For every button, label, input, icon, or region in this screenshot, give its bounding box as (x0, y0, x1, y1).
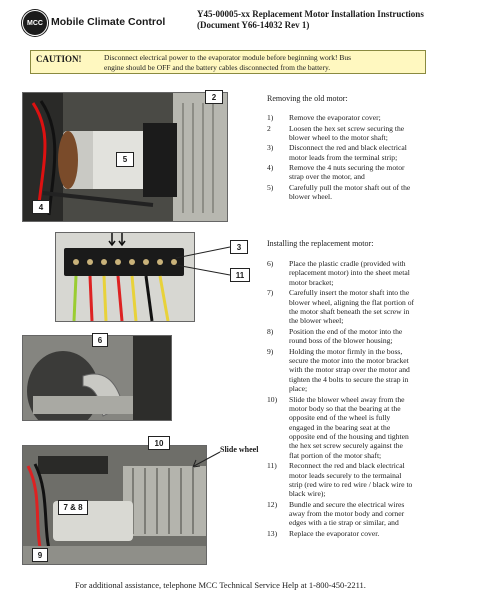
step-line: Disconnect the red and black electrical (289, 143, 407, 153)
footer-contact: For additional assistance, telephone MCC Technical Service Help at 1-800-450-2211. (75, 580, 366, 590)
callout-11: 11 (230, 268, 250, 282)
step-line: motor leads securely to the termainal (289, 470, 402, 480)
step-line: blower wheel to the motor shaft; (289, 132, 388, 142)
step-text (289, 327, 402, 346)
step-line: place; (289, 384, 308, 394)
company-name: Mobile Climate Control (51, 16, 166, 28)
step-line: with the motor strap over the motor and (289, 365, 410, 375)
caution-text (104, 53, 424, 72)
step-number: 8) (267, 326, 274, 336)
step-line: the motor shaft beneath the set screw in (289, 306, 410, 316)
step-line: the blower wheel; (289, 316, 344, 326)
step-line: blower wheel. (289, 192, 333, 202)
step-line: Carefully pull the motor shaft out of the (289, 182, 411, 192)
step-text (289, 113, 381, 122)
step-number: 2 (267, 123, 271, 133)
callout-7-8: 7 & 8 (58, 500, 88, 515)
step-line: Carefully insert the motor shaft into the (289, 288, 410, 298)
step-number: 5) (267, 182, 274, 192)
callout-3: 3 (230, 240, 248, 254)
callout-6: 6 (92, 333, 108, 347)
step-number: 9) (267, 346, 274, 356)
step-line: motor bracket; (289, 277, 334, 287)
step-line: motor leads from the terminal strip; (289, 152, 398, 162)
step-line: the hex set screw securely against the (289, 441, 403, 451)
step-line: Remove the evaporator cover; (289, 113, 381, 122)
caution-line-2: engine should be OFF and the battery cables disconnected from the battery. (104, 62, 331, 72)
photo-slide-wheel (22, 445, 207, 565)
callout-2: 2 (205, 90, 223, 104)
mcc-logo: MCC (22, 10, 48, 36)
step-text (289, 500, 404, 528)
step-text (289, 461, 412, 498)
slide-wheel-arrow (190, 450, 230, 470)
step-line: Bundle and secure the electrical wires (289, 499, 405, 509)
step-line: secure the motor into the motor bracket (289, 356, 409, 366)
step-line: engaged in the bearing seat at the (289, 422, 391, 432)
step-text (289, 529, 379, 538)
step-number: 1) (267, 113, 274, 122)
slide-wheel-label: Slide wheel (220, 445, 259, 454)
step-line: Loosen the hex set screw securing the (289, 123, 405, 133)
step-line: replacement motor) into the sheet metal (289, 268, 410, 278)
title-line-1: Y45-00005-xx Replacement Motor Installation Instructions (197, 9, 424, 19)
slide-wheel-illustration (23, 446, 207, 565)
step-number: 6) (267, 259, 274, 268)
step-line: strap over the motor, and (289, 172, 365, 182)
step-text (289, 288, 414, 325)
callout-4: 4 (32, 200, 50, 214)
step-line: opposite end of the wheel is fully (289, 413, 391, 423)
step-line: opposite end of the housing and tighten (289, 431, 409, 441)
step-line: Position the end of the motor into the (289, 326, 403, 336)
step-number: 10) (267, 394, 278, 404)
step-line: away from the motor body and corner (289, 509, 405, 519)
step-line: round boss of the blower housing; (289, 336, 393, 346)
step-text (289, 183, 410, 202)
step-number: 7) (267, 288, 274, 298)
step-text (289, 124, 404, 143)
step-line: flat portion of the motor shaft; (289, 450, 382, 460)
step-text (289, 163, 405, 182)
step-line: Reconnect the red and black electrical (289, 461, 405, 471)
callout-9: 9 (32, 548, 48, 562)
step-number: 3) (267, 143, 274, 153)
step-text (289, 347, 410, 393)
step-number: 11) (267, 461, 277, 471)
caution-line-1: Disconnect electrical power to the evaporator module before beginning work! Bus (104, 53, 351, 62)
callout-5: 5 (116, 152, 134, 167)
step-line: edges with a tie strap or similar, and (289, 518, 399, 528)
step-line: Holding the motor firmly in the boss, (289, 346, 403, 356)
step-line: tighten the 4 bolts to secure the strap in (289, 374, 409, 384)
step-line: motor body so that the bearing at the (289, 404, 401, 414)
installing-heading: Installing the replacement motor: (267, 239, 374, 248)
step-line: blower wheel, aligning the flat portion of (289, 297, 415, 307)
callout-10: 10 (148, 436, 170, 450)
step-number: 4) (267, 163, 274, 173)
removing-heading: Removing the old motor: (267, 94, 348, 103)
photo-cradle (22, 335, 172, 421)
step-text (289, 259, 410, 287)
step-text (289, 395, 409, 460)
step-line: black wire); (289, 489, 326, 499)
step-line: Replace the evaporator cover. (289, 529, 380, 539)
step-text (289, 143, 407, 162)
step-line: strip (red wire to red wire / black wire to (289, 479, 413, 489)
step-number: 13) (267, 529, 278, 539)
step-line: Remove the 4 nuts securing the motor (289, 163, 405, 173)
caution-label: CAUTION! (36, 54, 82, 64)
document-title (197, 9, 424, 31)
step-number: 12) (267, 499, 278, 509)
step-line: Place the plastic cradle (provided with (289, 259, 406, 268)
callout-leaders-3-11 (172, 240, 232, 280)
cradle-illustration (23, 336, 172, 421)
step-line: Slide the blower wheel away from the (289, 394, 405, 404)
title-line-2: (Document Y66-14032 Rev 1) (197, 20, 310, 30)
